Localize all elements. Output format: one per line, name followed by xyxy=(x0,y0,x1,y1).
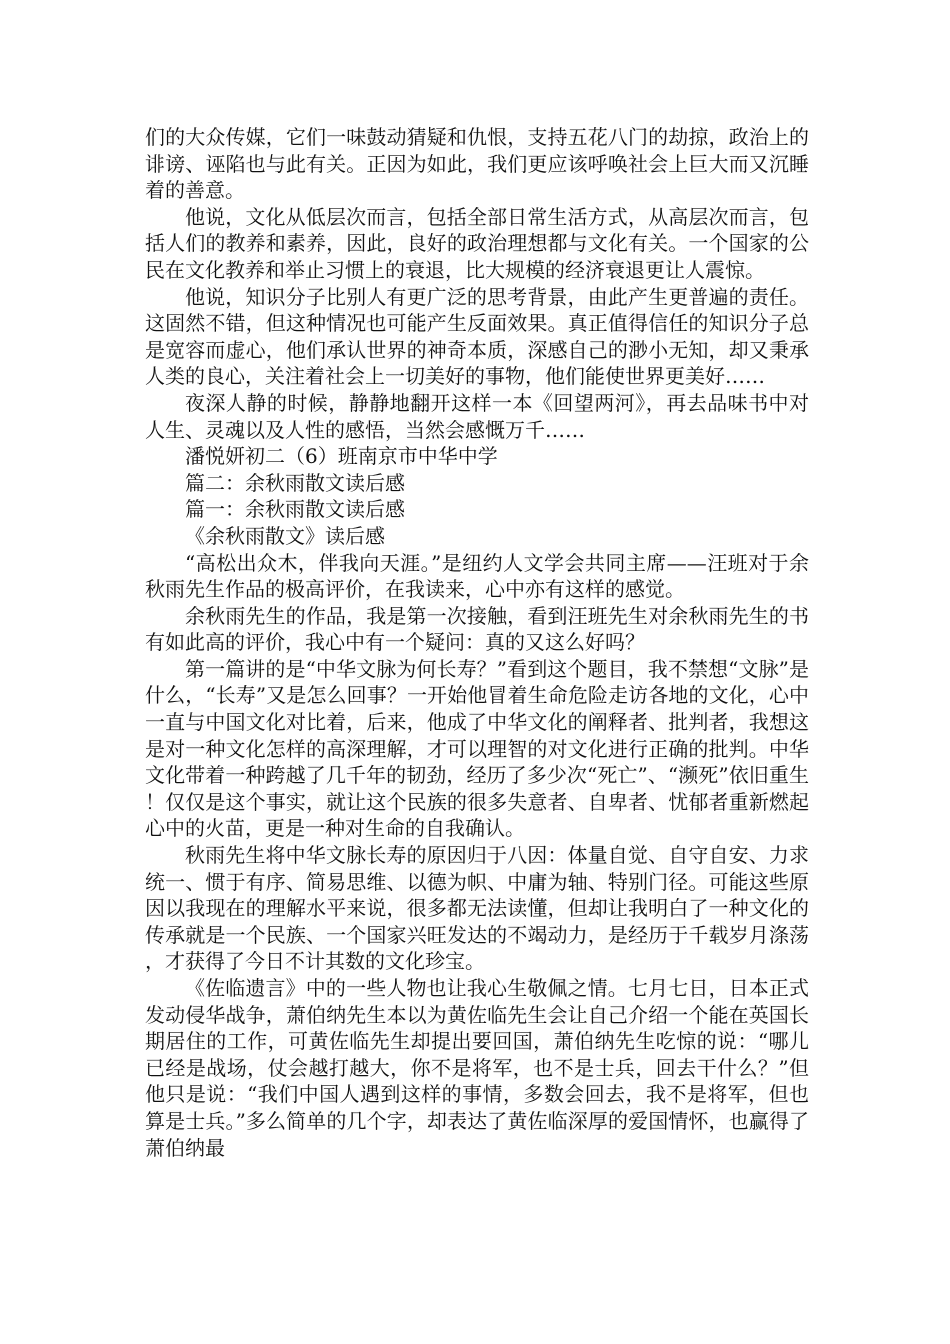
document-body xyxy=(145,124,809,1161)
paragraph-9: 《佐临遗言》中的一些人物也让我心生敬佩之情。七月七日，日本正式发动侵华战争，萧伯纳先生本以为黄佐临先生会让自己介绍一个能在英国长期居住的工作，可黄佐临先生却提出要回国，萧伯纳先生吃惊的说：“哪儿已经是战场，仗会越打越大，你不是将军，也不是士兵，回去干什么？”但他只是说：“我们中国人遇到这样的事情，多数会回去，我不是将军，但也算是士兵。”多么简单的几个字，却表达了黄佐临深厚的爱国情怀，也赢得了萧伯纳最 xyxy=(145,976,809,1160)
paragraph-5: “高松出众木，伴我向天涯。”是纽约人文学会共同主席——汪班对于余秋雨先生作品的极高评价，在我读来，心中亦有这样的感觉。 xyxy=(145,550,809,602)
paragraph-6: 余秋雨先生的作品，我是第一次接触，看到汪班先生对余秋雨先生的书有如此高的评价，我心中有一个疑问：真的又这么好吗？ xyxy=(145,603,809,655)
author-line: 潘悦妍初二（6）班南京市中华中学 xyxy=(185,444,498,469)
paragraph-4: 夜深人静的时候，静静地翻开这样一本《回望两河》，再去品味书中对人生、灵魂以及人性的感悟，当然会感慨万千…… xyxy=(145,390,809,442)
paragraph-2: 他说，文化从低层次而言，包括全部日常生活方式，从高层次而言，包括人们的教养和素养，因此，良好的政治理想都与文化有关。一个国家的公民在文化教养和举止习惯上的衰退，比大规模的经济衰退更让人震惊。 xyxy=(145,204,809,282)
paragraph-8: 秋雨先生将中华文脉长寿的原因归于八因：体量自觉、自守自安、力求统一、惯于有序、简易思维、以德为帜、中庸为轴、特别门径。可能这些原因以我现在的理解水平来说，很多都无法读懂，但却让我明白了一种文化的传承就是一个民族、一个国家兴旺发达的不竭动力，是经历于千载岁月涤荡，才获得了今日不计其数的文化珍宝。 xyxy=(145,843,809,974)
section-heading-2: 篇二：余秋雨散文读后感 xyxy=(185,470,405,495)
paragraph-1: 们的大众传媒，它们一味鼓动猜疑和仇恨，支持五花八门的劫掠，政治上的诽谤、诬陷也与此有关。正因为如此，我们更应该呼唤社会上巨大而又沉睡着的善意。 xyxy=(145,125,809,203)
essay-title: 《余秋雨散文》读后感 xyxy=(185,523,385,548)
section-heading-1: 篇一：余秋雨散文读后感 xyxy=(185,497,405,522)
paragraph-7: 第一篇讲的是“中华文脉为何长寿？”看到这个题目，我不禁想“文脉”是什么，“长寿”又是怎么回事？一开始他冒着生命危险走访各地的文化，心中一直与中国文化对比着，后来，他成了中华文化的阐释者、批判者，我想这是对一种文化怎样的高深理解，才可以理智的对文化进行正确的批判。中华文化带着一种跨越了几千年的韧劲，经历了多少次“死亡”、“濒死”依旧重生！仅仅是这个事实，就让这个民族的很多失意者、自卑者、忧郁者重新燃起心中的火苗，更是一种对生命的自我确认。 xyxy=(145,656,809,841)
paragraph-3: 他说，知识分子比别人有更广泛的思考背景，由此产生更普遍的责任。这固然不错，但这种情况也可能产生反面效果。真正值得信任的知识分子总是宽容而虚心，他们承认世界的神奇本质，深感自己的渺小无知，却又秉承人类的良心，关注着社会上一切美好的事物，他们能使世界更美好…… xyxy=(145,284,809,389)
